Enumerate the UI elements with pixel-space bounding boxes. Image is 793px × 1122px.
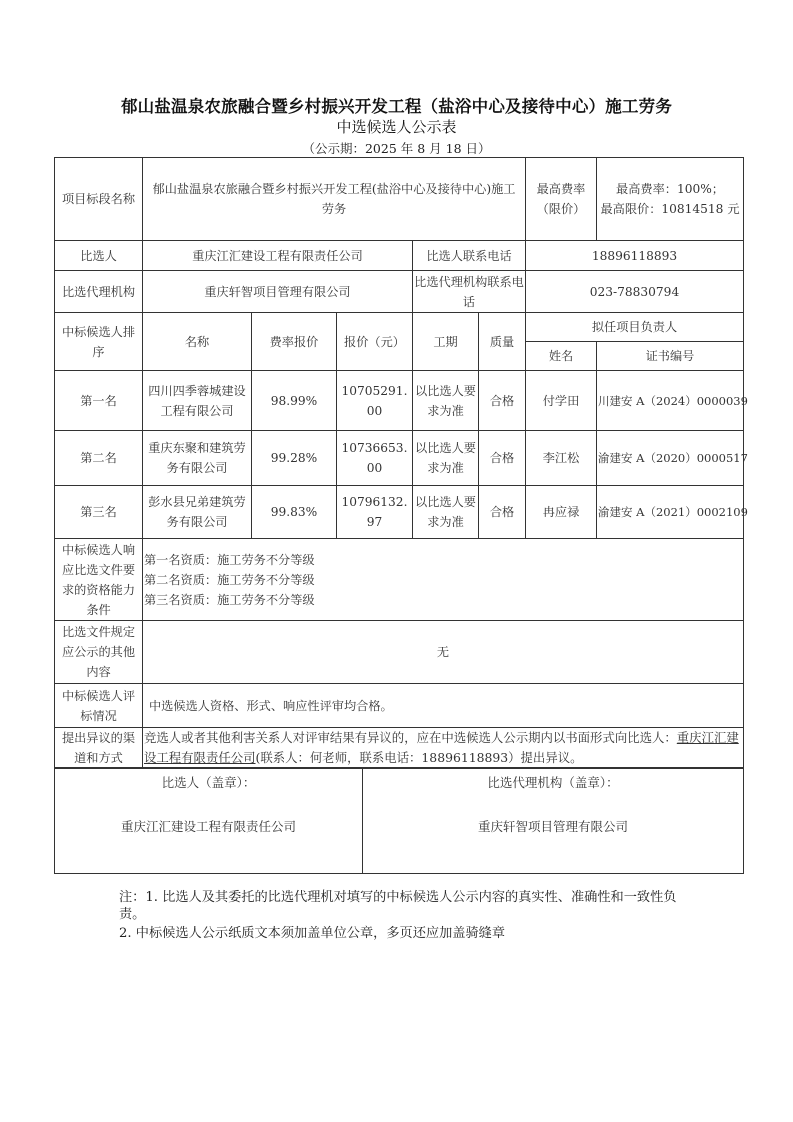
qualification-line: 第二名资质：施工劳务不分等级 bbox=[144, 572, 315, 587]
bidder-phone-label: 比选人联系电话 bbox=[413, 241, 526, 271]
candidate-period: 以比选人要求为准 bbox=[413, 486, 479, 539]
max-price: 最高限价：10814518 元 bbox=[600, 202, 740, 216]
qualification-line: 第一名资质：施工劳务不分等级 bbox=[144, 552, 315, 567]
qualification-value bbox=[143, 539, 744, 621]
candidates-header-row bbox=[55, 313, 744, 342]
header-rank: 中标候选人排序 bbox=[55, 313, 143, 371]
note-1: 注：1. 比选人及其委托的比选代理机对填写的中标候选人公示内容的真实性、准确性和一致性负责。 bbox=[119, 890, 677, 922]
agency-signature-cell bbox=[363, 768, 744, 874]
candidate-cert: 渝建安 A（2020）0000517 bbox=[597, 431, 744, 486]
bidder-link[interactable]: 重庆江汇建设工程有限责任公司 bbox=[144, 730, 739, 765]
other-content-row bbox=[55, 621, 744, 684]
bidder-label: 比选人 bbox=[55, 241, 143, 271]
candidate-rank: 第三名 bbox=[55, 486, 143, 539]
bidder-seal-label: 比选人（盖章）： bbox=[161, 775, 256, 790]
document-title: 郁山盐温泉农旅融合暨乡村振兴开发工程（盐浴中心及接待中心）施工劳务 bbox=[120, 97, 673, 116]
max-rate: 最高费率：100%； bbox=[616, 182, 724, 196]
candidate-manager: 付学田 bbox=[526, 371, 597, 431]
header-cert: 证书编号 bbox=[597, 342, 744, 371]
candidate-manager: 冉应禄 bbox=[526, 486, 597, 539]
candidate-rate: 99.28% bbox=[252, 431, 337, 486]
candidate-rate: 98.99% bbox=[252, 371, 337, 431]
candidate-manager: 李江松 bbox=[526, 431, 597, 486]
candidate-rank: 第一名 bbox=[55, 371, 143, 431]
candidate-table bbox=[54, 157, 748, 769]
candidate-period: 以比选人要求为准 bbox=[413, 431, 479, 486]
table-row bbox=[55, 486, 744, 539]
objection-text: 竞选人或者其他利害关系人对评审结果有异议的，应在中选候选人公示期内以书面形式向比选人： bbox=[144, 730, 677, 745]
qualification-line: 第三名资质：施工劳务不分等级 bbox=[144, 592, 315, 607]
candidate-name: 四川四季蓉城建设工程有限公司 bbox=[143, 371, 252, 431]
candidate-name: 彭水县兄弟建筑劳务有限公司 bbox=[143, 486, 252, 539]
bidder-seal-name: 重庆江汇建设工程有限责任公司 bbox=[120, 819, 296, 834]
candidate-name: 重庆东聚和建筑劳务有限公司 bbox=[143, 431, 252, 486]
candidate-price: 10796132.97 bbox=[337, 486, 413, 539]
other-content-value: 无 bbox=[143, 621, 744, 684]
header-price: 报价（元） bbox=[337, 313, 413, 371]
qualification-label: 中标候选人响应比选文件要求的资格能力条件 bbox=[55, 539, 143, 621]
candidate-quality: 合格 bbox=[479, 371, 526, 431]
note-2: 2. 中标候选人公示纸质文本须加盖单位公章，多页还应加盖骑缝章 bbox=[119, 926, 506, 941]
bidder-row bbox=[55, 241, 744, 271]
candidate-price: 10736653.00 bbox=[337, 431, 413, 486]
agency-label: 比选代理机构 bbox=[55, 271, 143, 313]
candidate-rank: 第二名 bbox=[55, 431, 143, 486]
header-rate: 费率报价 bbox=[252, 313, 337, 371]
objection-contact: (联系人：何老师，联系电话：18896118893）提出异议。 bbox=[255, 750, 583, 765]
header-period: 工期 bbox=[413, 313, 479, 371]
agency-seal-name: 重庆轩智项目管理有限公司 bbox=[477, 819, 628, 834]
qualification-row bbox=[55, 539, 744, 621]
candidate-rate: 99.83% bbox=[252, 486, 337, 539]
agency-row bbox=[55, 271, 744, 313]
table-row bbox=[55, 371, 744, 431]
candidate-quality: 合格 bbox=[479, 431, 526, 486]
document-subtitle: 中选候选人公示表 bbox=[336, 118, 457, 136]
evaluation-label: 中标候选人评标情况 bbox=[55, 684, 143, 728]
bidder-phone: 18896118893 bbox=[526, 241, 744, 271]
project-row bbox=[55, 158, 744, 241]
candidate-cert: 川建安 A（2024）0000039 bbox=[597, 371, 744, 431]
agency-value: 重庆轩智项目管理有限公司 bbox=[143, 271, 413, 313]
objection-label: 提出异议的渠道和方式 bbox=[55, 728, 143, 769]
objection-value bbox=[143, 728, 744, 769]
candidate-cert: 渝建安 A（2021）0002109 bbox=[597, 486, 744, 539]
header-name: 名称 bbox=[143, 313, 252, 371]
signature-table bbox=[54, 767, 744, 874]
agency-seal-label: 比选代理机构（盖章）： bbox=[487, 775, 619, 790]
header-manager: 拟任项目负责人 bbox=[526, 313, 744, 342]
agency-phone-label: 比选代理机构联系电话 bbox=[413, 271, 526, 313]
candidate-period: 以比选人要求为准 bbox=[413, 371, 479, 431]
table-row bbox=[55, 431, 744, 486]
evaluation-row bbox=[55, 684, 744, 728]
project-value: 郁山盐温泉农旅融合暨乡村振兴开发工程(盐浴中心及接待中心)施工劳务 bbox=[143, 158, 526, 241]
header-quality: 质量 bbox=[479, 313, 526, 371]
objection-row bbox=[55, 728, 744, 769]
bidder-signature-cell bbox=[55, 768, 363, 874]
evaluation-value: 中选候选人资格、形式、响应性评审均合格。 bbox=[143, 684, 744, 728]
header-manager-name: 姓名 bbox=[526, 342, 597, 371]
bidder-value: 重庆江汇建设工程有限责任公司 bbox=[143, 241, 413, 271]
notes bbox=[119, 889, 689, 942]
project-label: 项目标段名称 bbox=[55, 158, 143, 241]
agency-phone: 023-78830794 bbox=[526, 271, 744, 313]
rate-limit-label: 最高费率（限价） bbox=[526, 158, 597, 241]
candidate-quality: 合格 bbox=[479, 486, 526, 539]
candidate-price: 10705291.00 bbox=[337, 371, 413, 431]
publicity-period: （公示期：2025 年 8 月 18 日） bbox=[302, 141, 491, 156]
other-content-label: 比选文件规定应公示的其他内容 bbox=[55, 621, 143, 684]
rate-limit-value bbox=[597, 158, 744, 241]
